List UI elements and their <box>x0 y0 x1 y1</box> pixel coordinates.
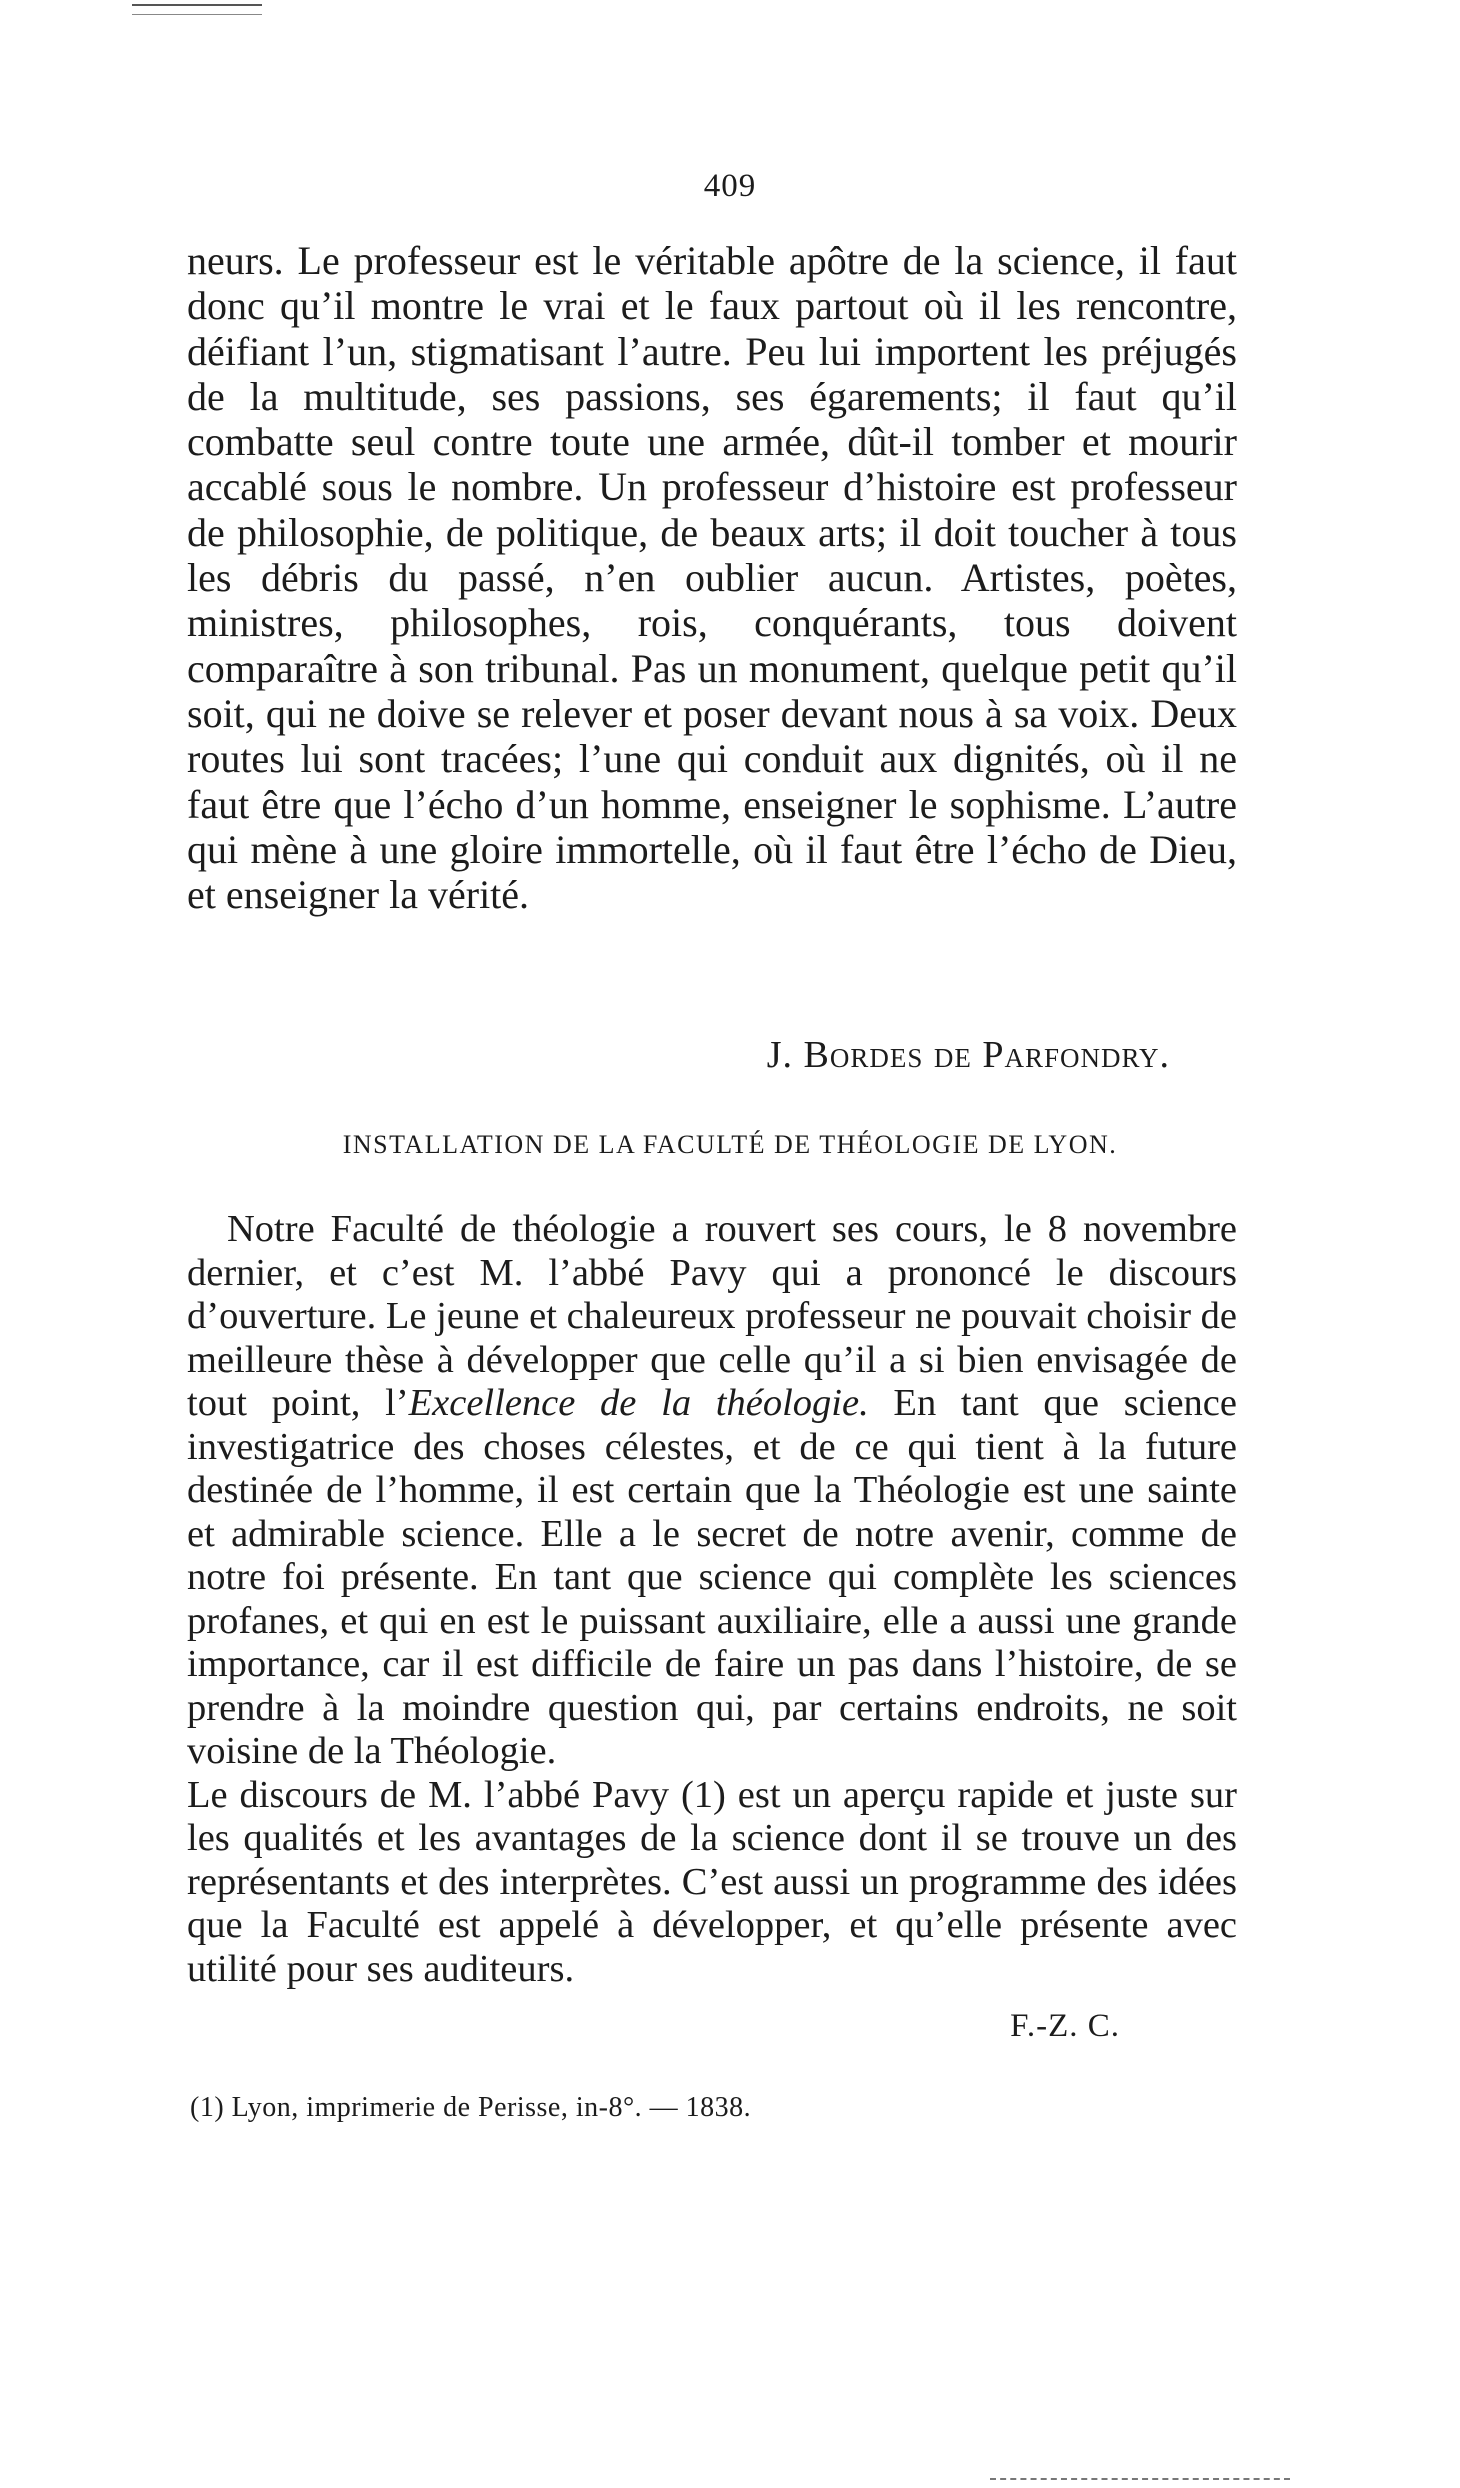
top-rule <box>132 4 262 6</box>
section-heading: INSTALLATION DE LA FACULTÉ DE THÉOLOGIE DE LYON. <box>342 1130 1118 1159</box>
paragraph-1-text-a: Notre Faculté de théologie a rouvert ses cours, le 8 novembre dernier, et c’est M. l’abbé Pavy qui a prononcé le discours d’ouverture. Le jeune et chaleureux professeur ne pouvait choisir de meilleure thèse à développer que celle qu’il a si bien envisagée de tout point, l’ <box>187 1208 1237 1424</box>
paragraph-1-text-b: En tant que science investigatrice des choses célestes, et de ce qui tient à la future destinée de l’homme, il est certain que la Théologie est une sainte et admirable science. Elle a le secret de notre avenir, comme de notre foi présente. En tant que science qui complète les sciences profanes, et qui en est le puissant auxiliaire, elle a aussi une grande importance, car il est difficile de faire un pas dans l’histoire, de se prendre à la moindre question qui, par certains endroits, ne soit voisine de la Théologie. <box>187 1382 1237 1772</box>
page-number: 409 <box>703 168 757 204</box>
top-rule-thin <box>132 14 262 15</box>
paragraph-1-italic-title: Excellence de la théologie. <box>408 1382 869 1424</box>
article-1-signature: J. Bordes de Parfondry. <box>766 1034 1170 1076</box>
article-1-body <box>187 238 1237 917</box>
footnote: (1) Lyon, imprimerie de Perisse, in-8°. — 1838. <box>190 2092 752 2123</box>
article-2-paragraph-2: Le discours de M. l’abbé Pavy (1) est un aperçu rapide et juste sur les qualités et les avantages de la science dont il se trouve un des représentants et des interprètes. C’est aussi un programme des idées que la Faculté est appelé à développer, et qu’elle présente avec utilité pour ses auditeurs. <box>187 1773 1237 1990</box>
article-2-body <box>187 1208 1237 1991</box>
article-2-signature: F.-Z. C. <box>1010 2008 1120 2044</box>
article-2-paragraph-1 <box>187 1208 1237 1774</box>
bottom-page-marks <box>990 2478 1290 2484</box>
article-1-paragraph: neurs. Le professeur est le véritable apôtre de la science, il faut donc qu’il montre le vrai et le faux partout où il les rencontre, déifiant l’un, stigmatisant l’autre. Peu lui importent les préjugés de la multitude, ses passions, ses égarements; il faut qu’il combatte seul contre toute une armée, dût-il tomber et mourir accablé sous le nombre. Un professeur d’histoire est professeur de philosophie, de politique, de beaux arts; il doit toucher à tous les débris du passé, n’en oublier aucun. Artistes, poètes, ministres, philosophes, rois, conquérants, tous doivent comparaître à son tribunal. Pas un monument, quelque petit qu’il soit, qui ne doive se relever et poser devant nous à sa voix. Deux routes lui sont tracées; l’une qui conduit aux dignités, où il ne faut être que l’écho d’un homme, enseigner le sophisme. L’autre qui mène à une gloire immortelle, où il faut être l’écho de Dieu, et enseigner la vérité. <box>187 238 1237 918</box>
